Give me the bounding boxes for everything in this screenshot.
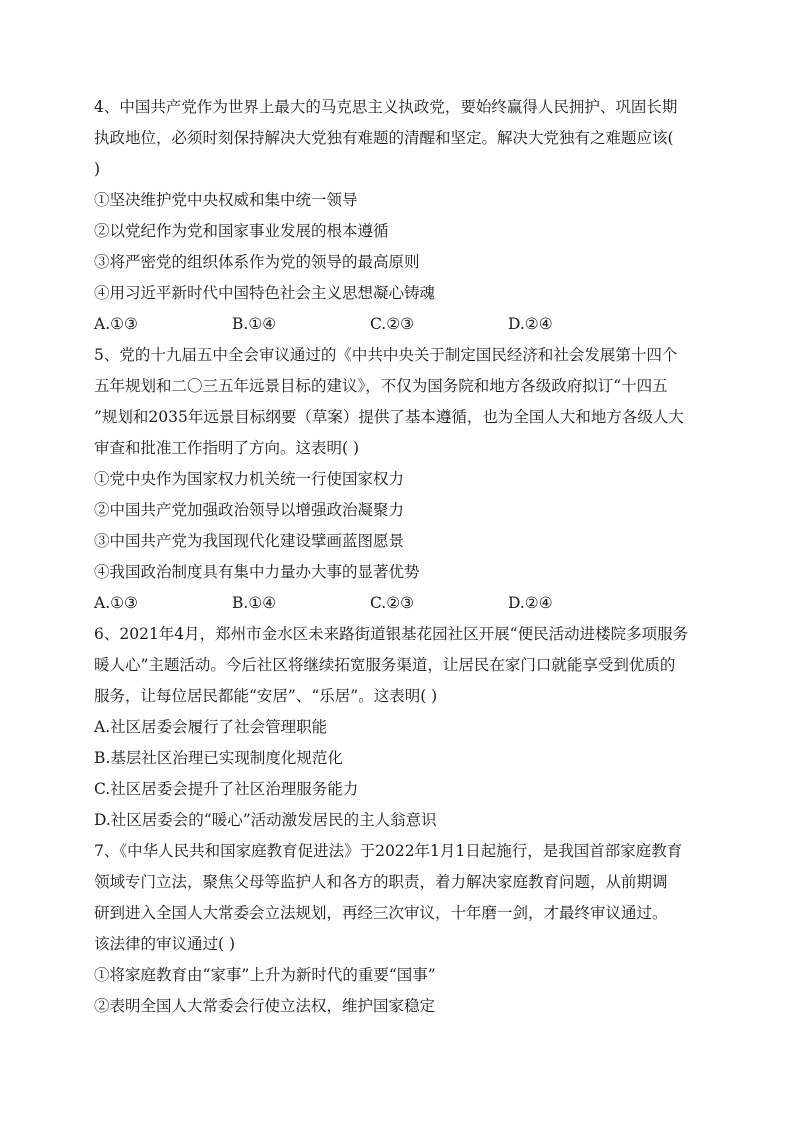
option-b: B.①④ — [232, 315, 277, 333]
question-stem — [94, 836, 698, 960]
question-stem — [94, 92, 698, 185]
stem-line: 该法律的审议通过( ) — [94, 935, 236, 953]
stem-line: ”规划和2035年远景目标纲要（草案）提供了基本遵循，也为全国人大和地方各级人大 — [94, 408, 684, 426]
option-c: C.②③ — [370, 315, 415, 333]
question-stem — [94, 340, 698, 464]
option-a: A.①③ — [94, 315, 138, 333]
stem-line: ) — [94, 160, 101, 178]
statement-item: ①坚决维护党中央权威和集中统一领导 — [94, 191, 358, 209]
stem-line: 研到进入全国人大常委会立法规划，再经三次审议，十年磨一剑，才最终审议通过。 — [94, 904, 668, 922]
option-a: A.社区居委会履行了社会管理职能 — [94, 718, 328, 736]
stem-line: 服务，让每位居民都能“安居”、“乐居”。这表明( ) — [94, 687, 438, 705]
stem-line: 7、《中华人民共和国家庭教育促进法》于2022年1月1日起施行，是我国首部家庭教育 — [94, 842, 683, 860]
statement-item: ④我国政治制度具有集中力量办大事的显著优势 — [94, 563, 420, 581]
option-c: C.②③ — [370, 594, 415, 612]
statement-item: ①将家庭教育由“家事”上升为新时代的重要“国事” — [94, 966, 436, 984]
question-7 — [94, 836, 698, 1022]
statement-item: ③将严密党的组织体系作为党的领导的最高原则 — [94, 253, 420, 271]
question-6 — [94, 619, 698, 836]
option-b: B.基层社区治理已实现制度化规范化 — [94, 749, 343, 767]
stem-line: 审查和批准工作指明了方向。这表明( ) — [94, 439, 360, 457]
stem-line: 6、2021年4月，郑州市金水区未来路街道银基花园社区开展“便民活动进楼院多项服务 — [94, 625, 689, 643]
statement-item: ④用习近平新时代中国特色社会主义思想凝心铸魂 — [94, 284, 436, 302]
stem-line: 领域专门立法，聚焦父母等监护人和各方的职责，着力解决家庭教育问题，从前期调 — [94, 873, 668, 891]
stem-line: 5、党的十九届五中全会审议通过的《中共中央关于制定国民经济和社会发展第十四个 — [94, 346, 678, 364]
stem-line: 五年规划和二〇三五年远景目标的建议》，不仅为国务院和地方各级政府拟订“十四五 — [94, 377, 668, 395]
answer-options — [94, 309, 698, 340]
statement-item: ②中国共产党加强政治领导以增强政治凝聚力 — [94, 501, 405, 519]
question-5 — [94, 340, 698, 619]
option-d: D.社区居委会的“暖心”活动激发居民的主人翁意识 — [94, 811, 437, 829]
option-a: A.①③ — [94, 594, 138, 612]
option-c: C.社区居委会提升了社区治理服务能力 — [94, 780, 359, 798]
stem-line: 4、中国共产党作为世界上最大的马克思主义执政党，要始终赢得人民拥护、巩固长期 — [94, 98, 678, 116]
statement-item: ③中国共产党为我国现代化建设擘画蓝图愿景 — [94, 532, 405, 550]
question-stem — [94, 619, 698, 712]
statement-item: ②表明全国人大常委会行使立法权，维护国家稳定 — [94, 997, 436, 1015]
option-b: B.①④ — [232, 594, 277, 612]
option-d: D.②④ — [508, 594, 553, 612]
question-4 — [94, 92, 698, 340]
statement-item: ①党中央作为国家权力机关统一行使国家权力 — [94, 470, 405, 488]
answer-options — [94, 588, 698, 619]
stem-line: 执政地位，必须时刻保持解决大党独有难题的清醒和坚定。解决大党独有之难题应该( — [94, 129, 674, 147]
statement-item: ②以党纪作为党和国家事业发展的根本遵循 — [94, 222, 389, 240]
document-page — [94, 92, 698, 1022]
stem-line: 暖人心”主题活动。今后社区将继续拓宽服务渠道，让居民在家门口就能享受到优质的 — [94, 656, 676, 674]
option-d: D.②④ — [508, 315, 553, 333]
